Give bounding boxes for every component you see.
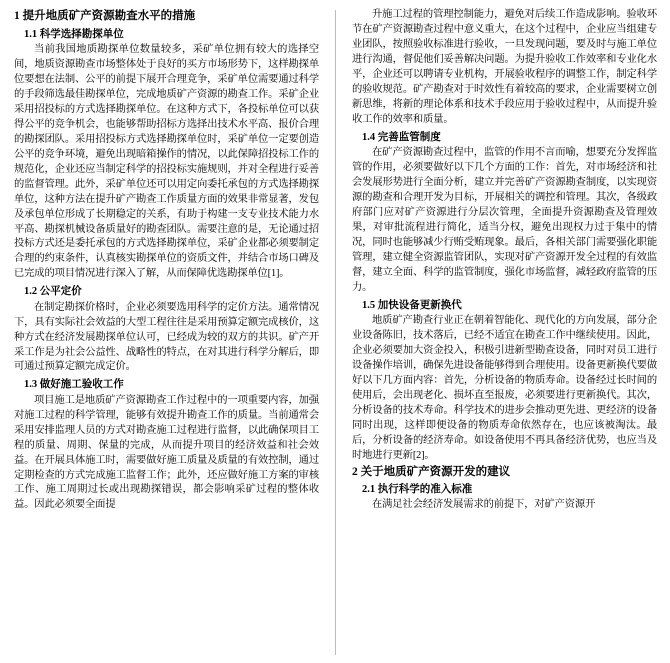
two-column-layout bbox=[14, 8, 656, 657]
subsection-heading-1-3: 1.3 做好施工验收工作 bbox=[24, 379, 124, 391]
subsection-heading-1-1: 1.1 科学选择勘探单位 bbox=[24, 28, 124, 40]
left-column bbox=[14, 8, 319, 657]
paragraph-1-1-1: 当前我国地质勘探单位数量较多，采矿单位拥有较大的选择空间，地质资源勘查市场整体处于良好的买方市场形势下，这样勘探单位要想在法制、公平的前提下展开合理竞争，采矿单位需要通过科学的手段筛选最佳勘探单位，完成地质矿产资源的勘查工作。采矿企业采用招投标的方式选择勘探单位。在这种方式下，各投标单位可以获得公平的竞争机会，也能够帮助招标方选择出技术水平高、报价合理的勘探团队。采用招投标方式选择勘探单位时，采矿单位一定要创造公平的竞争环境，避免出现暗箱操作的情况，以此保障招投标工作的规范化，企业还应当制定科学的招投标实施规则，并对全程进行妥善的监督管理。此外，采矿单位还可以用定向委托承包的方式选择勘探单位，这种方法在提升矿产勘查工作质量方面的效果非常显著，发包及承包单位形成了长期稳定的关系，有助于构建一支专业技术能力水平高、勘探机械设备质量好的勘查团队。需要注意的是，无论通过招投标方式还是委托承包的方式选择勘探单位，采矿企业都必须要制定合理的约束条件，认真核实勘探单位的资质文件，并结合市场口碑及已完成的项目情况进行深入了解，从而保障优选勘探单位[1]。 bbox=[14, 43, 319, 280]
subsection-heading-1-4: 1.4 完善监管制度 bbox=[362, 131, 441, 143]
subsection-heading-1-2: 1.2 公平定价 bbox=[24, 286, 82, 298]
paragraph-1-2-1: 在制定勘探价格时，企业必须要选用科学的定价方法。通常情况下，具有实际社会效益的大型工程往往是采用预算定额完成核价，这种方式在经济发展勘探单位认可，已经成为较的双方的共识。矿产开采工作是为社会公益性、战略性的特点，在对其进行科学分解后，即可通过预算定额完成定价。 bbox=[14, 301, 319, 373]
right-column bbox=[352, 8, 657, 657]
paragraph-1-5-1: 地质矿产勘查行业正在朝着智能化、现代化的方向发展，部分企业设备陈旧，技术落后，已经不适宜在勘查工作中继续使用。因此，企业必须要加大资金投入，积极引进新型勘查设备，同时对员工进行设备操作培训，确保先进设备能够得到合理使用。设备更新换代要做好以下几方面内容：首先，分析设备的物质寿命。设备经过长时间的使用后，会出现老化、损坏直至报废，必须要进行更新换代。其次，分析设备的技术寿命。科学技术的进步会推动更先进、更经济的设备同时出现，这样即便设备的物质寿命依然存在，也应该被淘汰。最后，分析设备的经济寿命。如设备使用不再具备经济优势，也应当及时地进行更新[2]。 bbox=[352, 314, 657, 461]
subsection-heading-2-1: 2.1 执行科学的准入标准 bbox=[362, 484, 473, 496]
section-heading-1: 1 提升地质矿产资源勘查水平的措施 bbox=[14, 10, 196, 22]
column-divider bbox=[335, 10, 336, 655]
paragraph-1-4-1: 在矿产资源勘查过程中，监管的作用不言而喻，想要充分发挥监管的作用，必须要做好以下几个方面的工作：首先，对市场经济和社会发展形势进行全面分析，建立并完善矿产资源勘查制度，以实现资源的勘查和合理开发为目标，开展相关的调控和管理。其次，各级政府部门应对矿产资源进行分层次管理，全面提升资源勘查及管理效果，对审批流程进行简化，适当分权，避免出现权力过于集中的情况，同时也能够减少行贿受贿现象。最后，各相关部门需要强化职能管理，建立健全资源监管团队，实现对矿产资源开发全过程的有效监督，建立全面、科学的监管制度，强化市场监督，减轻政府监管的压力。 bbox=[352, 146, 657, 293]
section-heading-2: 2 关于地质矿产资源开发的建议 bbox=[352, 465, 511, 478]
paragraph-2-1-1: 在满足社会经济发展需求的前提下，对矿产资源开 bbox=[372, 499, 596, 511]
paragraph-right-1: 升施工过程的管理控制能力，避免对后续工作造成影响。验收环节在矿产资源勘查过程中意义重大，在这个过程中，企业应当组建专业团队，按照验收标准进行验收，一旦发现问题，要及时与施工单位进行沟通，督促他们妥善解决问题。为提升验收工作效率和专业化水平，企业还可以聘请专业机构，开展验收程序的调整工作，制定科学的验收规范。矿产勘查对于时效性有着较高的要求，企业需要树立创新思维，将新的理论体系和技术手段应用于验收过程中，从而提升验收工作的效率和质量。 bbox=[352, 9, 657, 125]
paragraph-1-3-1: 项目施工是地质矿产资源勘查工作过程中的一项重要内容，加强对施工过程的科学管理，能够有效提升勘查工作的质量。当前通常会采用安排监理人员的方式对勘查施工过程进行监督，以此确保项目工程的质量、周期、保量的完成，从而提升项目的经济效益和社会效益。在开展具体施工时，需要做好施工质量及质量的有效控制，通过定期检查的方式完成施工监督工作；此外，还应做好施工方案的审核工作、施工周期过长或出现勘探错误，都会影响采矿过程的整体收益。因此必须要全面提 bbox=[14, 394, 319, 511]
subsection-heading-1-5: 1.5 加快设备更新换代 bbox=[362, 299, 462, 311]
